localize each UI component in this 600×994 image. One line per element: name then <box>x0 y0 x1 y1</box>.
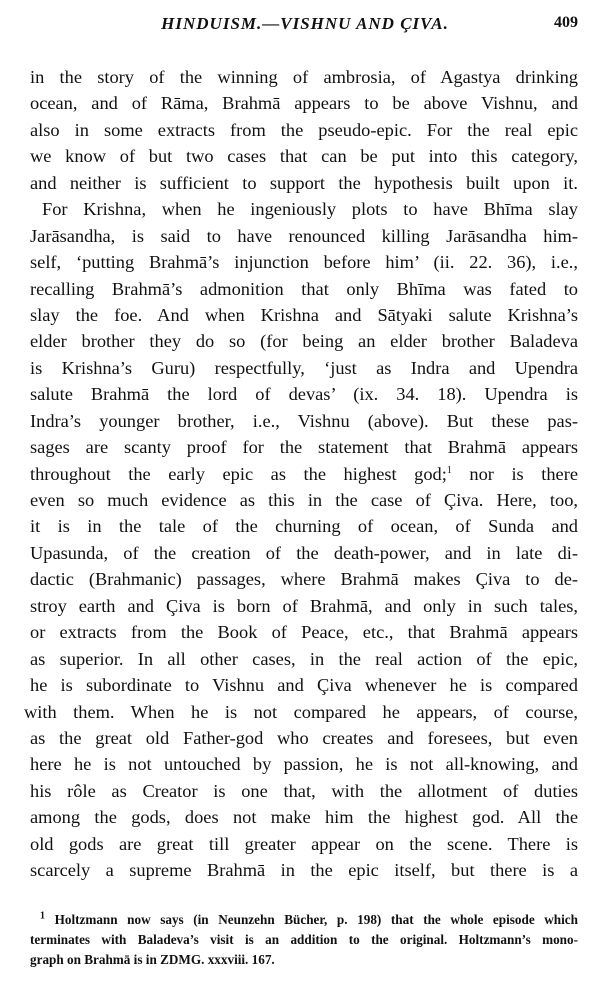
body-line-with-footnote-ref <box>30 461 578 487</box>
footnotes <box>30 910 578 970</box>
body-line: Jarāsandha, is said to have renounced killing Jarāsandha him- <box>30 225 578 246</box>
body-line: with them. When he is not compared he appears, of course, <box>24 701 578 722</box>
footnote-reference[interactable]: 1 <box>446 464 452 476</box>
body-line: we know of but two cases that can be put into this category, <box>30 146 578 167</box>
body-line: as superior. In all other cases, in the real action of the epic, <box>30 648 578 669</box>
body-line: For Krishna, when he ingeniously plots to have Bhīma slay <box>42 199 578 220</box>
body-line: dactic (Brahmanic) passages, where Brahmā makes Çiva to de- <box>30 569 578 590</box>
body-line: self, ‘putting Brahmā’s injunction before him’ (ii. 22. 36), i.e., <box>30 252 578 273</box>
footnote-text: Holtzmann now says (in Neunzehn Bücher, p. 198) that the whole episode which <box>45 912 578 927</box>
footnote-line: graph on Brahmā is in ZDMG. xxxviii. 167. <box>30 952 275 967</box>
body-line: in the story of the winning of ambrosia, of Agastya drinking <box>30 67 578 87</box>
body-line: salute Brahmā the lord of devas’ (ix. 34. 18). Upendra is <box>30 384 578 405</box>
body-line-text: nor is there <box>451 463 578 484</box>
page-number: 409 <box>554 14 578 31</box>
body-line: recalling Brahmā’s admonition that only Bhīma was fated to <box>30 278 578 299</box>
body-line: even so much evidence as this in the case of Çiva. Here, too, <box>30 490 578 510</box>
body-line: as the great old Father-god who creates and foresees, but even <box>30 727 578 748</box>
page-header <box>32 14 578 44</box>
body-line: also in some extracts from the pseudo-epic. For the real epic <box>30 119 578 140</box>
body-line: scarcely a supreme Brahmā in the epic itself, but there is a <box>30 860 578 881</box>
body-line: elder brother they do so (for being an elder brother Baladeva <box>30 331 578 352</box>
running-title: HINDUISM.—VISHNU AND ÇIVA. <box>161 14 449 33</box>
body-line: Indra’s younger brother, i.e., Vishnu (above). But these pas- <box>30 410 578 431</box>
footnote-line: terminates with Baladeva’s visit is an addition to the original. Holtzmann’s mono- <box>30 932 578 947</box>
footnote-marker: 1 <box>40 910 45 922</box>
body-line: slay the foe. And when Krishna and Sātyaki salute Krishna’s <box>30 304 578 325</box>
body-line: he is subordinate to Vishnu and Çiva whenever he is compared <box>30 675 578 696</box>
body-line: is Krishna’s Guru) respectfully, ‘just as Indra and Upendra <box>30 357 578 378</box>
body-line: or extracts from the Book of Peace, etc., that Brahmā appears <box>30 622 578 643</box>
body-line: his rôle as Creator is one that, with the allotment of duties <box>30 780 578 801</box>
body-line: old gods are great till greater appear on the scene. There is <box>30 833 578 854</box>
body-line: ocean, and of Rāma, Brahmā appears to be above Vishnu, and <box>30 93 578 114</box>
body-line: it is in the tale of the churning of ocean, of Sunda and <box>30 516 578 537</box>
body-line: stroy earth and Çiva is born of Brahmā, and only in such tales, <box>30 595 578 616</box>
footnote-line <box>30 910 578 930</box>
body-line: sages are scanty proof for the statement that Brahmā appears <box>30 437 578 458</box>
body-text <box>24 64 578 884</box>
body-line: Upasunda, of the creation of the death-power, and in late di- <box>30 542 578 563</box>
body-line: here he is not untouched by passion, he is not all-knowing, and <box>30 754 578 775</box>
body-line-text: throughout the early epic as the highest god; <box>30 463 447 484</box>
body-line: and neither is sufficient to support the hypothesis built upon it. <box>30 172 578 193</box>
body-line: among the gods, does not make him the highest god. All the <box>30 807 578 828</box>
